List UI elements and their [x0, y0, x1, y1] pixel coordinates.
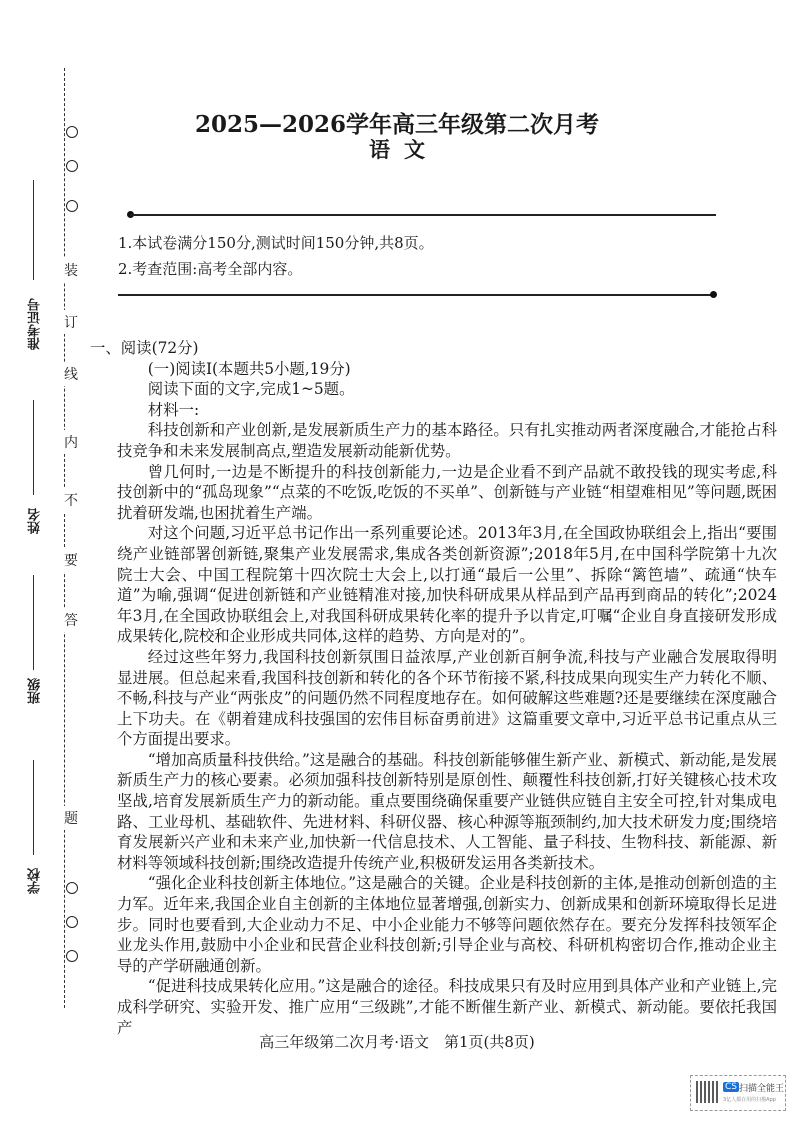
subsection-heading: (一)阅读Ⅰ(本题共5小题,19分): [147, 359, 351, 378]
seal-char: 要: [64, 548, 78, 572]
seal-char: 内: [64, 430, 78, 454]
paragraph: 经过这些年努力,我国科技创新氛围日益浓厚,产业创新百舸争流,科技与产业融合发展取得明显进展。但总起来看,我国科技创新和转化的各个环节衔接不紧,科技成果向现实生产力转化不顺、不畅,科技与产业“两张皮”的问题仍然不同程度地存在。如何破解这些难题?还是要继续在深度融合上下功夫。在《朝着建成科技强国的宏伟目标奋勇前进》这篇重要文章中,习近平总书记重点从三个方面提出要求。: [117, 647, 777, 749]
paragraph: “增加高质量科技供给。”这是融合的基础。科技创新能够催生新产业、新模式、新动能,是发展新质生产力的核心要素。必须加强科技创新特别是原创性、颠覆性科技创新,打好关键核心技术攻坚战,培育发展新质生产力的新动能。重点要围绕确保重要产业链供应链自主安全可控,针对集成电路、工业母机、基础软件、先进材料、科研仪器、核心种源等瓶颈制约,加大技术研发力度;围绕培育发展新兴产业和未来产业,加快新一代信息技术、人工智能、量子科技、生物科技、新能源、新材料等领域科技创新;围绕改造提升传统产业,积极研发运用各类新技术。: [117, 750, 777, 872]
instruction: 阅读下面的文字,完成1~5题。: [147, 380, 355, 399]
binding-circle: [66, 200, 78, 212]
page-footer: 高三年级第二次月考·语文 第1页(共8页): [259, 1033, 535, 1051]
scanner-logo-icon: CS: [725, 1082, 737, 1092]
binding-circle: [66, 916, 78, 928]
name-field[interactable]: [33, 400, 34, 495]
seal-char: 题: [64, 806, 78, 830]
class-field[interactable]: [33, 575, 34, 670]
paragraph: 科技创新和产业创新,是发展新质生产力的基本路径。只有扎实推动两者深度融合,才能抢占科技竞争和未来发展制高点,塑造发展新动能新优势。: [117, 421, 777, 460]
class-label: 班级: [28, 678, 43, 704]
exam-number-field[interactable]: [33, 180, 34, 280]
seal-char: 不: [64, 488, 78, 512]
exam-number-label: 准考证号: [28, 298, 43, 350]
scanner-name: 扫描全能王: [739, 1084, 785, 1094]
note-1: 1.本试卷满分150分,测试时间150分钟,共8页。: [118, 234, 434, 252]
binding-circle: [66, 950, 78, 962]
top-rule: [130, 214, 716, 216]
school-field[interactable]: [33, 760, 34, 855]
note-2: 2.考查范围:高考全部内容。: [118, 260, 303, 278]
paragraph: 对这个问题,习近平总书记作出一系列重要论述。2013年3月,在全国政协联组会上,指出“要围绕产业链部署创新链,聚集产业发展需求,集成各类创新资源”;2018年5月,在中国科学院第十九次院士大会、中国工程院第十四次院士大会上,以打通“最后一公里”、拆除“篱笆墙”、疏通“快车道”为喻,强调“促进创新链和产业链精准对接,加快科研成果从样品到产品再到商品的转化”;2024年3月,在全国政协联组会上,对我国科研成果转化率的提升予以肯定,叮嘱“企业自身直接研发形成成果转化,院校和企业形成共同体,这样的趋势、方向是对的”。: [117, 524, 777, 646]
binding-circle: [66, 882, 78, 894]
scanner-tagline: 3亿人都在用的扫描App: [723, 1097, 776, 1103]
paragraph: 曾几何时,一边是不断提升的科技创新能力,一边是企业看不到产品就不敢投钱的现实考虑,科技创新中的“孤岛现象”“点菜的不吃饭,吃饭的不买单”、创新链与产业链“相望难相见”等问题,既困扰着研发端,也困扰着生产端。: [117, 462, 777, 522]
scanner-watermark: [690, 1075, 786, 1111]
seal-char: 线: [64, 362, 78, 386]
school-label: 学校: [28, 868, 43, 894]
paragraph: “促进科技成果转化应用。”这是融合的途径。科技成果只有及时应用到具体产业和产业链上,完成科学研究、实验开发、推广应用“三级跳”,才能不断催生新产业、新模式、新动能。要依托我国产: [117, 977, 777, 1037]
seal-char: 订: [64, 310, 78, 334]
seal-char: 装: [64, 258, 78, 282]
bottom-rule: [118, 294, 714, 296]
exam-subject: 语文: [369, 137, 439, 162]
paragraph: “强化企业科技创新主体地位。”这是融合的关键。企业是科技创新的主体,是推动创新创造的主力军。近年来,我国企业自主创新的主体地位显著增强,创新实力、创新成果和创新环境取得长足进步。同时也要看到,大企业动力不足、中小企业能力不够等问题依然存在。要充分发挥科技领军企业龙头作用,鼓励中小企业和民营企业科技创新;引导企业与高校、科研机构密切合作,推动企业主导的产学研融通创新。: [117, 874, 777, 975]
rule-dot: [710, 291, 717, 298]
name-label: 姓名: [28, 508, 43, 534]
exam-title: 2025—2026学年高三年级第二次月考: [194, 111, 600, 138]
section-heading: 一、阅读(72分): [90, 339, 199, 357]
material-label: 材料一:: [147, 400, 200, 419]
binding-dashed-line: [64, 68, 65, 1008]
qr-code-icon: [696, 1081, 718, 1103]
reading-section: [90, 338, 777, 1038]
seal-char: 答: [64, 608, 78, 632]
